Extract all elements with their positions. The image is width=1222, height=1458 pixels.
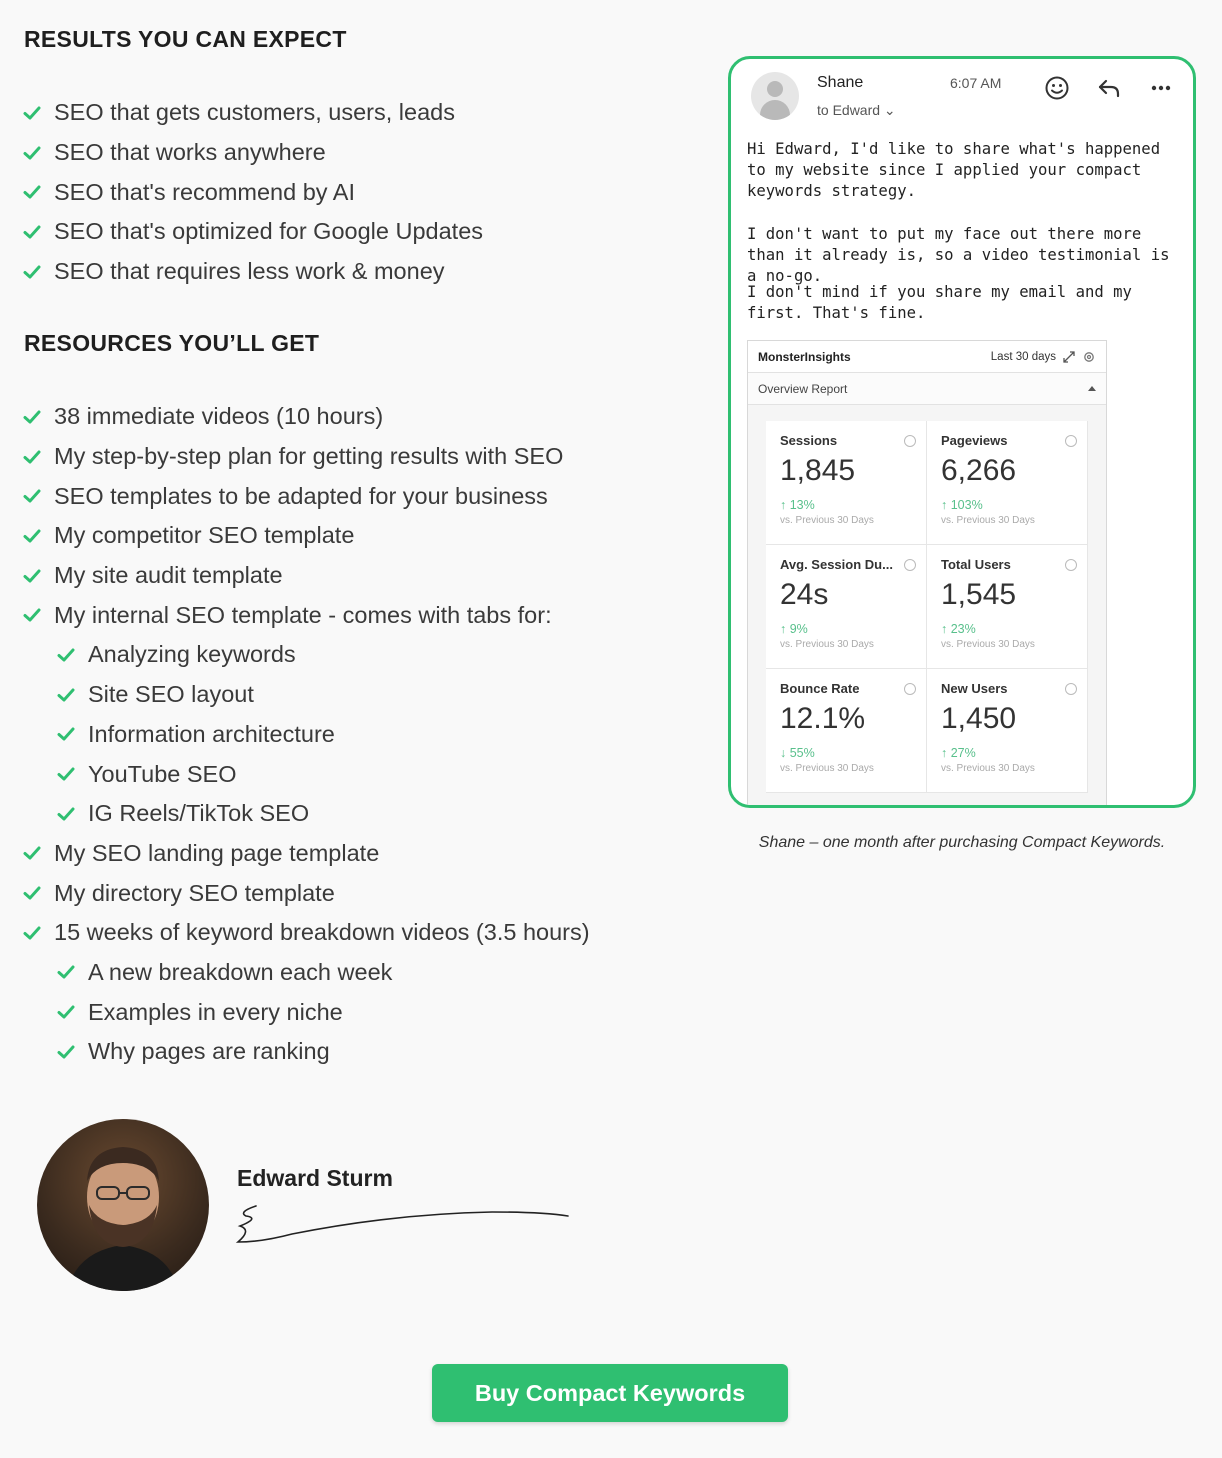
collapse-icon bbox=[1088, 386, 1096, 391]
list-item bbox=[22, 873, 590, 913]
reply-icon[interactable] bbox=[1096, 75, 1122, 101]
info-icon bbox=[1065, 435, 1077, 447]
metric-tile-pageviews bbox=[927, 421, 1088, 545]
arrow-up-icon: ↑ bbox=[780, 498, 790, 512]
list-item-label: My SEO landing page template bbox=[54, 839, 380, 866]
arrow-up-icon: ↑ bbox=[780, 622, 790, 636]
list-item bbox=[22, 516, 590, 556]
gear-icon bbox=[1082, 350, 1096, 364]
info-icon bbox=[904, 435, 916, 447]
list-item-label: SEO that's recommend by AI bbox=[54, 178, 355, 205]
recipient-line[interactable]: to Edward ⌄ bbox=[817, 102, 896, 118]
author-avatar bbox=[37, 1119, 209, 1291]
list-item-label: My competitor SEO template bbox=[54, 522, 355, 549]
results-heading: RESULTS YOU CAN EXPECT bbox=[24, 26, 347, 52]
testimonial-caption: Shane – one month after purchasing Compact Keywords. bbox=[758, 834, 1166, 851]
results-list bbox=[22, 93, 483, 291]
list-item bbox=[22, 437, 590, 477]
metric-change: ↑ 27% bbox=[941, 746, 976, 760]
check-icon bbox=[22, 143, 42, 163]
metric-value: 6,266 bbox=[941, 454, 1017, 487]
resources-list bbox=[22, 397, 590, 1072]
info-icon bbox=[904, 559, 916, 571]
metric-change: ↑ 13% bbox=[780, 498, 815, 512]
metric-tile-bounce-rate bbox=[766, 669, 927, 793]
info-icon bbox=[1065, 559, 1077, 571]
comparison-label: vs. Previous 30 Days bbox=[941, 639, 1035, 650]
arrow-up-icon: ↑ bbox=[941, 746, 951, 760]
list-item-label: SEO that requires less work & money bbox=[54, 258, 445, 285]
metric-value: 1,545 bbox=[941, 578, 1017, 611]
check-icon bbox=[22, 222, 42, 242]
check-icon bbox=[56, 724, 76, 744]
metric-label: New Users bbox=[941, 681, 1008, 696]
metric-label: Total Users bbox=[941, 557, 1011, 572]
check-icon bbox=[56, 764, 76, 784]
comparison-label: vs. Previous 30 Days bbox=[941, 763, 1035, 774]
metrics-grid bbox=[766, 421, 1088, 793]
check-icon bbox=[22, 103, 42, 123]
comparison-label: vs. Previous 30 Days bbox=[780, 763, 874, 774]
list-item-label: SEO templates to be adapted for your business bbox=[54, 482, 548, 509]
author-name: Edward Sturm bbox=[237, 1165, 393, 1191]
list-item bbox=[22, 834, 590, 874]
list-item bbox=[22, 675, 590, 715]
metric-tile-total-users bbox=[927, 545, 1088, 669]
check-icon bbox=[22, 923, 42, 943]
list-item-label: A new breakdown each week bbox=[88, 958, 393, 985]
metric-change: ↓ 55% bbox=[780, 746, 815, 760]
arrow-up-icon: ↑ bbox=[941, 498, 951, 512]
check-icon bbox=[22, 182, 42, 202]
metric-tile-new-users bbox=[927, 669, 1088, 793]
check-icon bbox=[56, 645, 76, 665]
list-item-label: 38 immediate videos (10 hours) bbox=[54, 403, 384, 430]
info-icon bbox=[1065, 683, 1077, 695]
list-item bbox=[22, 992, 590, 1032]
check-icon bbox=[22, 526, 42, 546]
list-item bbox=[22, 172, 483, 212]
signature-image bbox=[232, 1198, 572, 1253]
metric-label: Bounce Rate bbox=[780, 681, 860, 696]
author-portrait bbox=[37, 1119, 209, 1291]
sender-name: Shane bbox=[817, 74, 864, 91]
report-selector bbox=[748, 373, 1106, 405]
list-item-label: My directory SEO template bbox=[54, 879, 335, 906]
list-item bbox=[22, 794, 590, 834]
list-item bbox=[22, 476, 590, 516]
email-paragraph: Hi Edward, I'd like to share what's happened to my website since I applied your compact keywords strategy. bbox=[747, 140, 1161, 200]
metric-value: 1,450 bbox=[941, 702, 1017, 735]
check-icon bbox=[56, 685, 76, 705]
list-item bbox=[22, 93, 483, 133]
list-item-label: Examples in every niche bbox=[88, 998, 343, 1025]
email-paragraph: I don't mind if you share my email and my first. That's fine. bbox=[747, 283, 1132, 322]
comparison-label: vs. Previous 30 Days bbox=[780, 639, 874, 650]
metric-change: ↑ 23% bbox=[941, 622, 976, 636]
testimonial-email-card bbox=[728, 56, 1196, 808]
expand-icon bbox=[1062, 350, 1076, 364]
metric-change: ↑ 9% bbox=[780, 622, 808, 636]
list-item-label: My step-by-step plan for getting results with SEO bbox=[54, 443, 564, 470]
list-item-label: Site SEO layout bbox=[88, 681, 254, 708]
smiley-icon[interactable] bbox=[1044, 75, 1070, 101]
check-icon bbox=[22, 407, 42, 427]
check-icon bbox=[22, 605, 42, 625]
check-icon bbox=[22, 486, 42, 506]
resources-heading: RESOURCES YOU’LL GET bbox=[24, 330, 320, 356]
check-icon bbox=[22, 262, 42, 282]
list-item bbox=[22, 715, 590, 755]
metric-label: Avg. Session Du... bbox=[780, 557, 893, 572]
comparison-label: vs. Previous 30 Days bbox=[941, 515, 1035, 526]
check-icon bbox=[56, 804, 76, 824]
metric-tile-sessions bbox=[766, 421, 927, 545]
report-title: Overview Report bbox=[758, 381, 848, 396]
check-icon bbox=[22, 843, 42, 863]
list-item-label: SEO that gets customers, users, leads bbox=[54, 99, 455, 126]
metric-value: 12.1% bbox=[780, 702, 866, 735]
list-item bbox=[22, 754, 590, 794]
list-item bbox=[22, 595, 590, 635]
info-icon bbox=[904, 683, 916, 695]
analytics-brand: MonsterInsights bbox=[758, 349, 851, 364]
list-item bbox=[22, 397, 590, 437]
list-item-label: SEO that works anywhere bbox=[54, 139, 326, 166]
comparison-label: vs. Previous 30 Days bbox=[780, 515, 874, 526]
more-icon[interactable] bbox=[1148, 75, 1174, 101]
list-item-label: Analyzing keywords bbox=[88, 641, 296, 668]
list-item-label: Why pages are ranking bbox=[88, 1038, 330, 1065]
list-item bbox=[22, 556, 590, 596]
list-item-label: Information architecture bbox=[88, 720, 335, 747]
list-item-label: 15 weeks of keyword breakdown videos (3.5 hours) bbox=[54, 919, 590, 946]
metric-change: ↑ 103% bbox=[941, 498, 983, 512]
list-item bbox=[22, 635, 590, 675]
list-item bbox=[22, 133, 483, 173]
list-item bbox=[22, 1032, 590, 1072]
metric-tile-avg-session bbox=[766, 545, 927, 669]
email-paragraph: I don't want to put my face out there more than it already is, so a video testimonial is a no-go. bbox=[747, 225, 1170, 285]
check-icon bbox=[56, 1002, 76, 1022]
list-item bbox=[22, 252, 483, 292]
check-icon bbox=[22, 883, 42, 903]
analytics-header bbox=[748, 341, 1106, 373]
list-item bbox=[22, 913, 590, 953]
metric-value: 24s bbox=[780, 578, 829, 611]
analytics-screenshot bbox=[747, 340, 1107, 808]
date-range: Last 30 days bbox=[990, 350, 1056, 363]
metric-label: Sessions bbox=[780, 433, 838, 448]
check-icon bbox=[22, 447, 42, 467]
list-item-label: IG Reels/TikTok SEO bbox=[88, 800, 310, 827]
list-item-label: My site audit template bbox=[54, 562, 283, 589]
sender-avatar bbox=[751, 72, 799, 120]
email-time: 6:07 AM bbox=[950, 75, 1002, 91]
buy-compact-keywords-button[interactable]: Buy Compact Keywords bbox=[432, 1364, 788, 1422]
arrow-down-icon: ↓ bbox=[780, 746, 790, 760]
list-item bbox=[22, 953, 590, 993]
metric-label: Pageviews bbox=[941, 433, 1008, 448]
list-item-label: YouTube SEO bbox=[88, 760, 237, 787]
check-icon bbox=[56, 1042, 76, 1062]
list-item bbox=[22, 212, 483, 252]
list-item-label: SEO that's optimized for Google Updates bbox=[54, 218, 484, 245]
arrow-up-icon: ↑ bbox=[941, 622, 951, 636]
metric-value: 1,845 bbox=[780, 454, 856, 487]
check-icon bbox=[56, 962, 76, 982]
check-icon bbox=[22, 566, 42, 586]
list-item-label: My internal SEO template - comes with tabs for: bbox=[54, 601, 552, 628]
